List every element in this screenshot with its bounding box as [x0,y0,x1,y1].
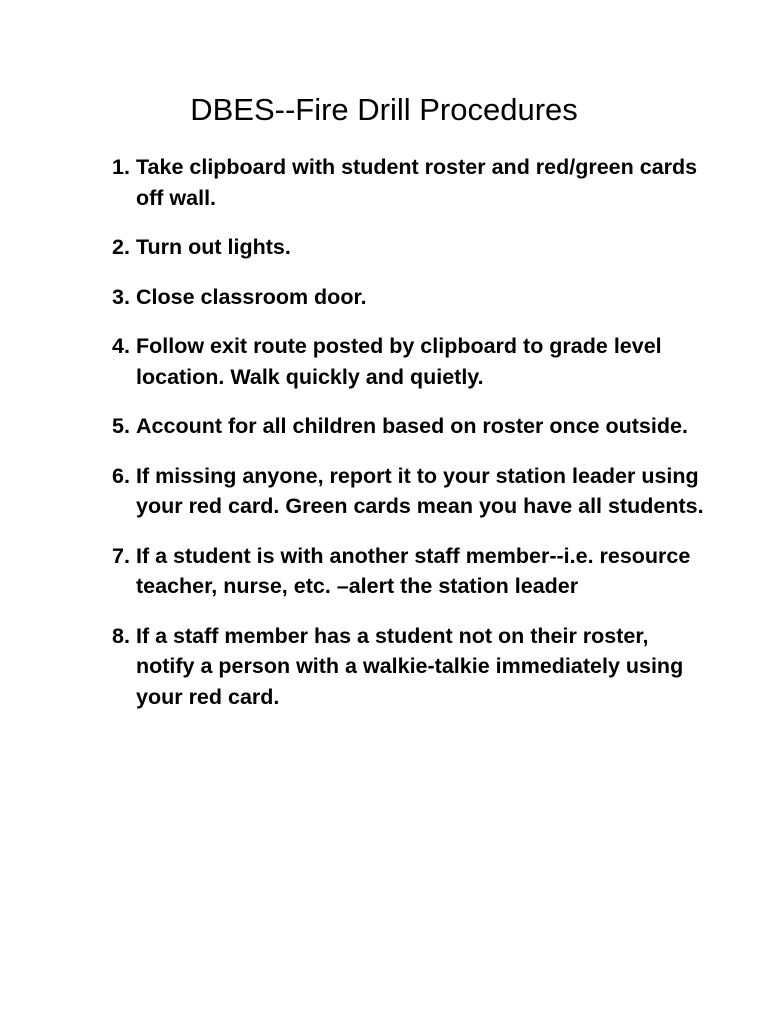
step-number: 6. [112,463,130,488]
step-text: Take clipboard with student roster and red/green cards off wall. [136,155,698,210]
step-number: 7. [112,543,130,568]
page-title: DBES--Fire Drill Procedures [190,92,578,127]
step-number: 4. [112,334,130,358]
step-number: 3. [112,284,130,309]
step-text: Turn out lights. [136,235,291,259]
step-number: 8. [112,623,130,648]
procedure-list [112,152,712,731]
step-number: 5. [112,414,130,438]
step-text: Account for all children based on roster once outside. [136,414,688,438]
step-number: 1. [112,155,130,179]
step-text: Close classroom door. [136,284,367,309]
step-text: If a staff member has a student not on their roster, notify a person with a walkie-talkie immediately using your red card. [136,623,684,709]
step-text: Follow exit route posted by clipboard to grade level location. Walk quickly and quietly. [136,334,662,389]
procedure-step-4 [112,331,712,392]
procedure-step-6 [112,461,712,522]
procedure-step-5 [112,411,712,442]
step-number: 2. [112,235,130,259]
step-text: If a student is with another staff member--i.e. resource teacher, nurse, etc. –alert the station leader [136,543,691,598]
procedure-step-7 [112,541,712,602]
procedure-step-1 [112,152,712,213]
procedure-step-3 [112,282,712,313]
procedure-step-2 [112,232,712,263]
step-text: If missing anyone, report it to your station leader using your red card. Green cards mean you have all students. [136,463,704,518]
procedure-step-8 [112,621,712,713]
